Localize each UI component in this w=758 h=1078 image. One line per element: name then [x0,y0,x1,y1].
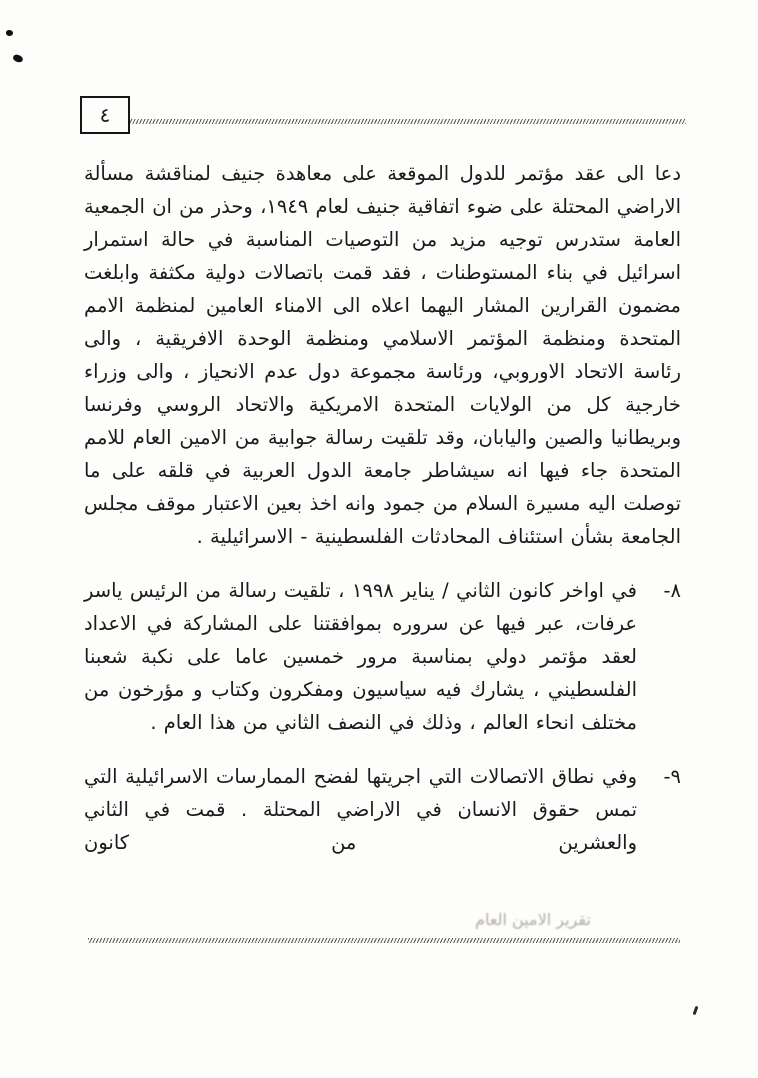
page-number-box [80,96,130,134]
list-item-text: وفي نطاق الاتصالات التي اجريتها لفضح الممارسات الاسرائيلية التي تمس حقوق الانسان في الاراضي المحتلة . قمت في الثاني والعشرين من كانون [84,765,637,854]
page-number: ٤ [99,103,111,127]
scan-speck-icon [6,30,13,36]
document-body [84,157,681,880]
footer-stamp-text: تقرير الامين العام [475,910,591,929]
header-rule [128,119,686,124]
footer-rule [88,938,680,943]
list-item-number: ٨- [663,579,681,602]
scan-speck-icon [693,1006,699,1015]
paragraph-continuation: دعا الى عقد مؤتمر للدول الموقعة على معاهدة جنيف لمناقشة مسألة الاراضي المحتلة على ضوء اتفاقية جنيف لعام ١٩٤٩، وحذر من ان الجمعية العامة ستدرس توجيه مزيد من التوصيات المناسبة في حالة استمرار اسرائيل في بناء المستوطنات ، فقد قمت باتصالات دولية مكثفة وابلغت مضمون القرارين المشار اليهما اعلاه الى الامناء العامين لمنظمة الامم المتحدة ومنظمة المؤتمر الاسلامي ومنظمة الوحدة الافريقية ، والى رئاسة الاتحاد الاوروبي، ورئاسة مجموعة دول عدم الانحياز ، والى وزراء خارجية كل من الولايات المتحدة الامريكية والاتحاد الروسي وفرنسا وبريطانيا والصين واليابان، وقد تلقيت رسالة جوابية من الامين العام للامم المتحدة جاء فيها انه سيشاطر جامعة الدول العربية في قلقه على ما توصلت اليه مسيرة السلام من جمود وانه اخذ بعين الاعتبار موقف مجلس الجامعة بشأن استئناف المحادثات الفلسطينية - الاسرائيلية . [84,162,681,548]
scan-speck-icon [12,54,24,64]
list-item-text: في اواخر كانون الثاني / يناير ١٩٩٨ ، تلقيت رسالة من الرئيس ياسر عرفات، عبر فيها عن سروره بموافقتنا على المشاركة في الاعداد لعقد مؤتمر دولي بمناسبة مرور خمسين عاما على نكبة شعبنا الفلسطيني ، يشارك فيه سياسيون ومفكرون وكتاب و مؤرخون من مختلف انحاء العالم ، وذلك في النصف الثاني من هذا العام . [84,579,637,734]
list-item-8 [84,574,681,739]
list-item-9 [84,760,681,859]
list-item-number: ٩- [663,765,681,788]
